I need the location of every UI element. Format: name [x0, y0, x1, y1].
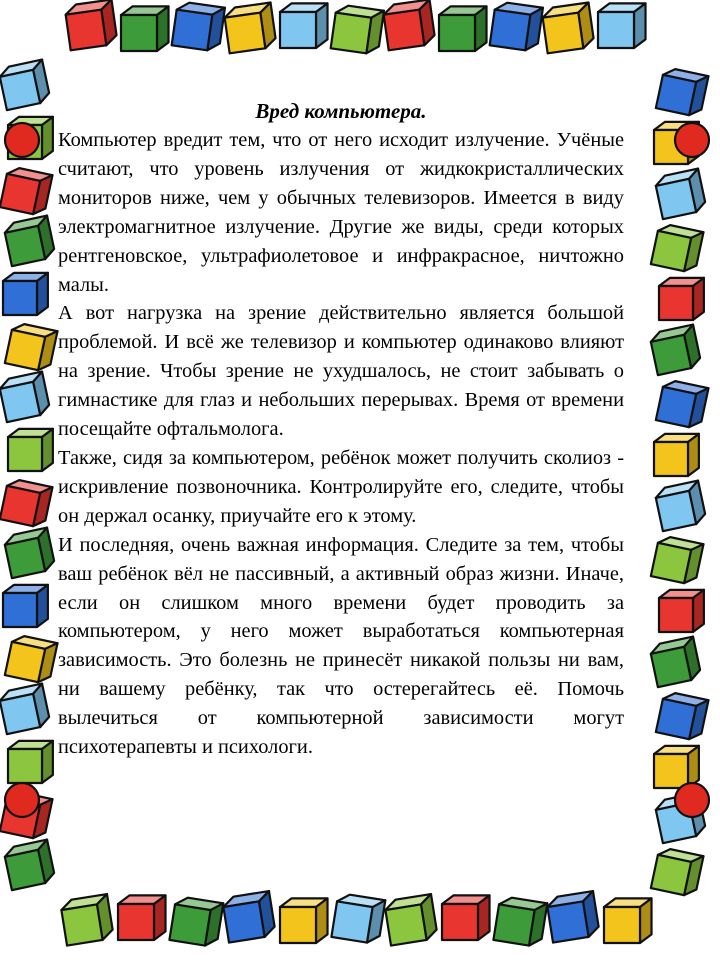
cube-icon [439, 6, 487, 51]
cube-icon [172, 1, 225, 52]
apple-icon [675, 783, 709, 817]
cube-icon [331, 893, 385, 945]
cube-icon [654, 434, 699, 476]
cube-icon [656, 67, 709, 118]
cube-icon [280, 3, 328, 48]
paragraph-vision: А вот нагрузка на зрение действительно является большой проблемой. И всё же телевизор и компьютер одинаково влияют на зрение. Чтобы зрение не ухудшалось, не стоит забывать о гимнастике для глаз и небольших перерывах. Время от времени посещайте офтальмолога. [58, 302, 624, 441]
cube-icon [598, 3, 646, 48]
apple-icon [5, 123, 39, 157]
cube-icon [223, 3, 276, 54]
cube-icon [541, 3, 594, 54]
cube-icon [656, 691, 709, 742]
apple-icon [675, 123, 709, 157]
cube-icon [121, 6, 169, 51]
cube-icon [604, 898, 652, 943]
cube-icon [5, 322, 58, 373]
cube-icon [0, 166, 53, 217]
apple-icon [5, 783, 39, 817]
cube-icon [222, 891, 276, 943]
cube-icon [651, 223, 704, 274]
cube-icon [493, 896, 547, 948]
cube-icon [651, 847, 704, 898]
cube-icon [331, 4, 384, 55]
cube-icon [280, 898, 328, 943]
cube-icon [659, 278, 704, 320]
cube-icon [118, 895, 166, 940]
cube-icon [382, 0, 435, 50]
cube-icon [656, 379, 709, 430]
cube-icon [384, 894, 438, 946]
paragraph-posture: Также, сидя за компьютером, ребёнок может получить сколиоз - искривление позвоночника. Контролируйте его, следите, чтобы он держал осанку, приучайте его к этому. [58, 446, 624, 527]
paragraph-addiction: И последняя, очень важная информация. Следите за тем, чтобы ваш ребёнок вёл не пассивный, а активный образ жизни. Иначе, если он слишком много времени будет проводить за компьютером, у него может выработаться компьютерная зависимость. Это болезнь не принесёт никакой пользы ни вам, ни вашему ребёнку, так что остерегайтесь её. Помочь вылечиться от компьютерной зависимости могут психотерапевты и психологи. [58, 533, 624, 759]
paragraph-radiation: Компьютер вредит тем, что от него исходит излучение. Учёные считают, что уровень излучения от жидкокристаллических мониторов ниже, чем у обычных телевизоров. Имеется в виду электромагнитное излучение. Другие же виды, среди которых рентгеновское, ультрафиолетовое и инфракрасное, ничтожно малы. [58, 129, 624, 296]
cube-icon [5, 634, 58, 685]
cube-icon [442, 895, 490, 940]
cube-icon [169, 896, 223, 948]
cube-icon [3, 585, 48, 627]
cube-icon [654, 746, 699, 788]
cube-icon [60, 894, 114, 946]
cube-icon [64, 0, 117, 50]
cube-icon [8, 429, 53, 471]
cube-icon [490, 1, 543, 52]
document-body [58, 96, 624, 762]
cube-icon [651, 535, 704, 586]
cube-icon [3, 273, 48, 315]
cube-icon [0, 478, 53, 529]
cube-icon [546, 891, 600, 943]
cube-icon [8, 741, 53, 783]
cube-icon [659, 590, 704, 632]
page-title: Вред компьютера. [255, 99, 427, 123]
